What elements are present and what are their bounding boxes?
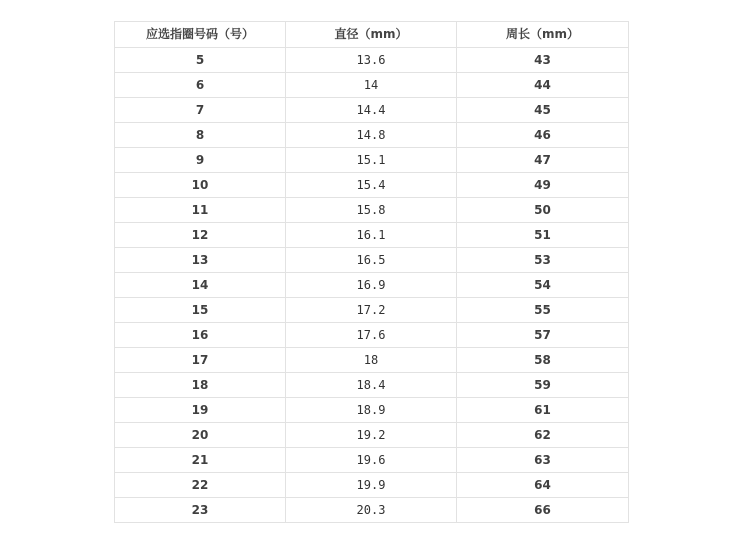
cell-circumference: 59 (457, 373, 629, 398)
cell-circumference: 50 (457, 198, 629, 223)
cell-diameter: 19.6 (286, 448, 457, 473)
cell-ring-size: 21 (115, 448, 286, 473)
cell-ring-size: 22 (115, 473, 286, 498)
table-row (115, 223, 629, 248)
cell-diameter: 16.5 (286, 248, 457, 273)
cell-circumference: 62 (457, 423, 629, 448)
cell-circumference: 55 (457, 298, 629, 323)
cell-diameter: 18 (286, 348, 457, 373)
cell-diameter: 18.9 (286, 398, 457, 423)
cell-diameter: 13.6 (286, 48, 457, 73)
cell-circumference: 64 (457, 473, 629, 498)
table-row (115, 73, 629, 98)
cell-diameter: 14.4 (286, 98, 457, 123)
table-row (115, 473, 629, 498)
cell-ring-size: 23 (115, 498, 286, 523)
cell-ring-size: 19 (115, 398, 286, 423)
cell-ring-size: 18 (115, 373, 286, 398)
cell-ring-size: 17 (115, 348, 286, 373)
cell-ring-size: 13 (115, 248, 286, 273)
cell-ring-size: 11 (115, 198, 286, 223)
cell-ring-size: 20 (115, 423, 286, 448)
table-body (115, 48, 629, 523)
cell-circumference: 57 (457, 323, 629, 348)
header-diameter: 直径（mm） (286, 22, 457, 48)
table-row (115, 323, 629, 348)
cell-diameter: 19.9 (286, 473, 457, 498)
cell-circumference: 47 (457, 148, 629, 173)
cell-circumference: 49 (457, 173, 629, 198)
table-row (115, 448, 629, 473)
table-header-row (115, 22, 629, 48)
cell-circumference: 54 (457, 273, 629, 298)
header-ring-size: 应选指圈号码（号） (115, 22, 286, 48)
cell-circumference: 63 (457, 448, 629, 473)
table-row (115, 98, 629, 123)
cell-diameter: 18.4 (286, 373, 457, 398)
cell-ring-size: 6 (115, 73, 286, 98)
table-row (115, 398, 629, 423)
cell-ring-size: 10 (115, 173, 286, 198)
cell-circumference: 66 (457, 498, 629, 523)
cell-diameter: 16.1 (286, 223, 457, 248)
table-row (115, 298, 629, 323)
table-row (115, 273, 629, 298)
cell-circumference: 61 (457, 398, 629, 423)
cell-ring-size: 16 (115, 323, 286, 348)
table-row (115, 248, 629, 273)
cell-circumference: 51 (457, 223, 629, 248)
cell-diameter: 14 (286, 73, 457, 98)
table-row (115, 148, 629, 173)
cell-ring-size: 15 (115, 298, 286, 323)
cell-diameter: 20.3 (286, 498, 457, 523)
cell-diameter: 17.2 (286, 298, 457, 323)
table-row (115, 373, 629, 398)
header-circumference: 周长（mm） (457, 22, 629, 48)
cell-circumference: 53 (457, 248, 629, 273)
cell-diameter: 19.2 (286, 423, 457, 448)
cell-diameter: 14.8 (286, 123, 457, 148)
cell-ring-size: 14 (115, 273, 286, 298)
cell-ring-size: 12 (115, 223, 286, 248)
cell-diameter: 16.9 (286, 273, 457, 298)
cell-ring-size: 7 (115, 98, 286, 123)
cell-circumference: 44 (457, 73, 629, 98)
cell-circumference: 43 (457, 48, 629, 73)
cell-circumference: 58 (457, 348, 629, 373)
table-row (115, 123, 629, 148)
cell-circumference: 46 (457, 123, 629, 148)
table-row (115, 348, 629, 373)
cell-ring-size: 8 (115, 123, 286, 148)
cell-ring-size: 5 (115, 48, 286, 73)
table-row (115, 498, 629, 523)
table-row (115, 48, 629, 73)
table-row (115, 173, 629, 198)
table-row (115, 423, 629, 448)
cell-diameter: 15.4 (286, 173, 457, 198)
ring-size-table (114, 21, 629, 523)
cell-diameter: 15.8 (286, 198, 457, 223)
cell-circumference: 45 (457, 98, 629, 123)
cell-diameter: 15.1 (286, 148, 457, 173)
table-row (115, 198, 629, 223)
cell-diameter: 17.6 (286, 323, 457, 348)
cell-ring-size: 9 (115, 148, 286, 173)
